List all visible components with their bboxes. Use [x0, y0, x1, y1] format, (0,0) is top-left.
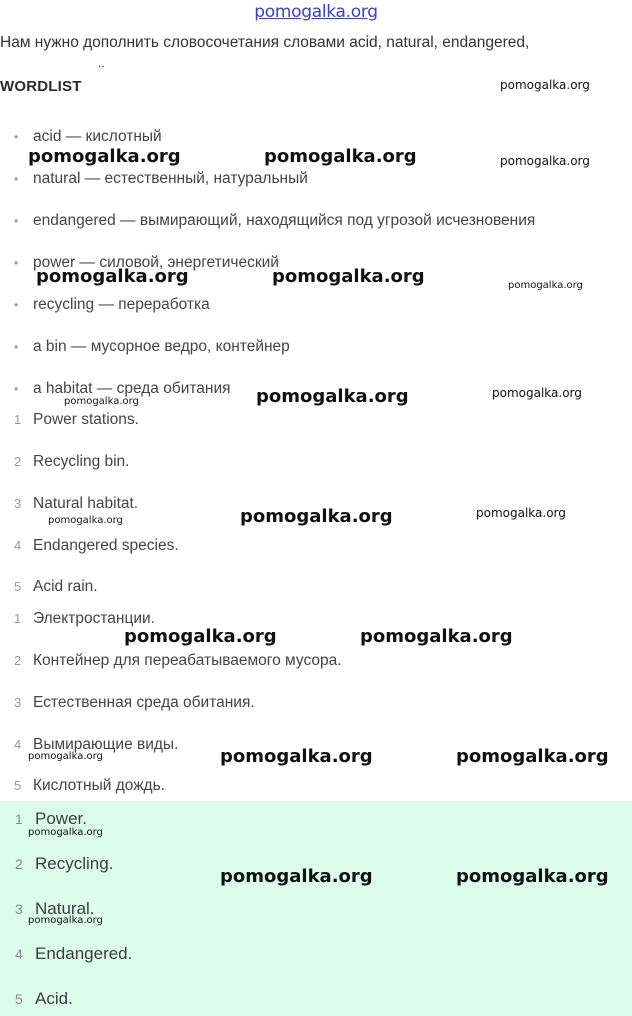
bullet-icon: •: [14, 214, 19, 228]
watermark: pomogalka.org: [456, 746, 609, 767]
watermark: pomogalka.org: [28, 827, 103, 838]
answers-panel: 1 Power. 2 Recycling. 3 Natural. 4 Endangered. 5 Acid.: [0, 801, 632, 1016]
watermark: pomogalka.org: [220, 746, 373, 767]
watermark: pomogalka.org: [36, 266, 189, 287]
site-link[interactable]: pomogalka.org: [254, 2, 378, 22]
bullet-icon: •: [14, 256, 19, 270]
watermark: pomogalka.org: [124, 626, 277, 647]
watermark: pomogalka.org: [360, 626, 513, 647]
wordlist-heading: WORDLIST: [0, 78, 82, 95]
task-continuation: ..: [98, 56, 105, 70]
watermark: pomogalka.org: [492, 386, 582, 400]
watermark: pomogalka.org: [264, 146, 417, 167]
watermark: pomogalka.org: [456, 866, 609, 887]
task-text: Нам нужно дополнить словосочетания словами acid, natural, endangered,: [0, 34, 530, 51]
watermark: pomogalka.org: [240, 506, 393, 527]
watermark: pomogalka.org: [28, 751, 103, 762]
watermark: pomogalka.org: [220, 866, 373, 887]
watermark: pomogalka.org: [500, 78, 590, 92]
watermark: pomogalka.org: [28, 915, 103, 926]
bullet-icon: •: [14, 340, 19, 354]
watermark: pomogalka.org: [48, 515, 123, 526]
bullet-icon: •: [14, 298, 19, 312]
watermark: pomogalka.org: [256, 386, 409, 407]
bullet-icon: •: [14, 172, 19, 186]
watermark: pomogalka.org: [500, 154, 590, 168]
bullet-icon: •: [14, 130, 19, 144]
watermark: pomogalka.org: [476, 506, 566, 520]
bullet-icon: •: [14, 382, 19, 396]
watermark: pomogalka.org: [508, 280, 583, 291]
watermark: pomogalka.org: [272, 266, 425, 287]
watermark: pomogalka.org: [28, 146, 181, 167]
watermark: pomogalka.org: [64, 396, 139, 407]
